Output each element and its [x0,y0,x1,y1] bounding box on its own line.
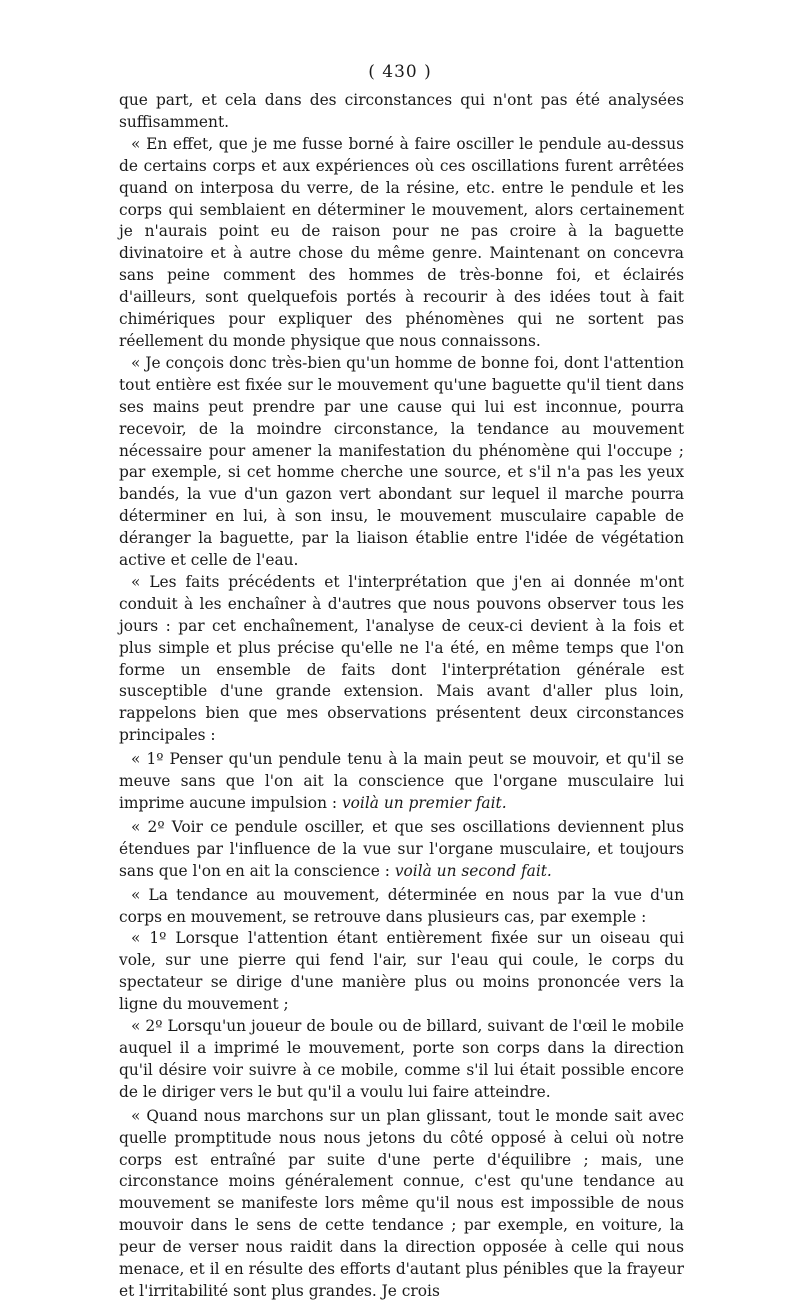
second-fact-emphasis: voilà un second fait. [394,861,552,880]
second-fact-text: « 2º Voir ce pendule osciller, et que ses oscillations deviennent plus étendues par l'influence de la vue sur l'organe musculaire, et toujours sans que l'on en ait la conscience : [119,817,684,880]
paragraph-continuation: que part, et cela dans des circonstances qui n'ont pas été analysées suffisamment. [119,91,684,131]
first-fact-emphasis: voilà un premier fait. [341,794,507,812]
body-text [119,90,684,1303]
paragraph-la-tendance: « La tendance au mouvement, déterminée en nous par la vue d'un corps en mouvement, se retrouve dans plusieurs cas, par exemple : [119,885,684,926]
paragraph-en-effet: « En effet, que je me fusse borné à faire osciller le pendule au-dessus de certains corps et aux expériences où ces oscillations furent arrêtées quand on interposa du verre, de la résine, etc. entre le pendule et les corps qui semblaient en déterminer le mouvement, alors certainement je n'aurais point eu de raison pour ne pas croire à la baguette divinatoire et à autre chose du même genre. Maintenant on concevra sans peine comment des hommes de très-bonne foi, et éclairés d'ailleurs, sont quelquefois portés à recourir à des idées tout à fait chimériques pour expliquer des phénomènes qui ne sortent pas réellement du monde physique que nous connaissons. [119,134,684,350]
paragraph-example-2: « 2º Lorsqu'un joueur de boule ou de billard, suivant de l'œil le mobile auquel il a imprimé le mouvement, porte son corps dans la direction qu'il désire voir suivre à ce mobile, comme s'il lui était possible encore de le diriger vers le but qu'il a voulu lui faire atteindre. [119,1017,684,1101]
paragraph-second-fact [119,817,684,883]
paragraph-example-1: « 1º Lorsque l'attention étant entièrement fixée sur un oiseau qui vole, sur une pierre qui fend l'air, sur l'eau qui coule, le corps du spectateur se dirige d'une manière plus ou moins prononcée vers la ligne du mouvement ; [119,929,684,1014]
paragraph-les-faits: « Les faits précédents et l'interprétation que j'en ai donnée m'ont conduit à les enchaîner à d'autres que nous pouvons observer tous les jours : par cet enchaînement, l'analyse de ceux-ci devient à la fois et plus simple et plus précise qu'elle ne l'a été, en même temps que l'on forme un ensemble de faits dont l'interprétation générale est susceptible d'une grande extension. Mais avant d'aller plus loin, rappelons bien que mes observations présentent deux circonstances principales : [119,572,684,745]
paragraph-first-fact [119,749,684,815]
first-fact-text: « 1º Penser qu'un pendule tenu à la main peut se mouvoir, et qu'il se meuve sans que l'on ait la conscience que l'organe musculaire lui imprime aucune impulsion : [119,750,684,812]
page-number: ( 430 ) [368,62,432,82]
paragraph-je-concois: « Je conçois donc très-bien qu'un homme de bonne foi, dont l'attention tout entière est fixée sur le mouvement qu'une baguette qu'il tient dans ses mains peut prendre par une cause qui lui est inconnue, pourra recevoir, de la moindre circonstance, la tendance au mouvement nécessaire pour amener la manifestation du phénomène qui l'occupe ; par exemple, si cet homme cherche une source, et s'il n'a pas les yeux bandés, la vue d'un gazon vert abondant sur lequel il marche pourra déterminer en lui, à son insu, le mouvement musculaire capable de déranger la baguette, par la liaison établie entre l'idée de végétation active et celle de l'eau. [119,353,684,570]
paragraph-quand-nous: « Quand nous marchons sur un plan glissant, tout le monde sait avec quelle promptitude nous nous jetons du côté opposé à celui où notre corps est entraîné par suite d'une perte d'équilibre ; mais, une circonstance moins généralement connue, c'est qu'une tendance au mouvement se manifeste lors même qu'il nous est impossible de nous mouvoir dans le sens de cette tendance ; par exemple, en voiture, la peur de verser nous raidit dans la direction opposée à celle qui nous menace, et il en résulte des efforts d'autant plus pénibles que la frayeur et l'irritabilité sont plus grandes. Je crois [119,1106,684,1300]
